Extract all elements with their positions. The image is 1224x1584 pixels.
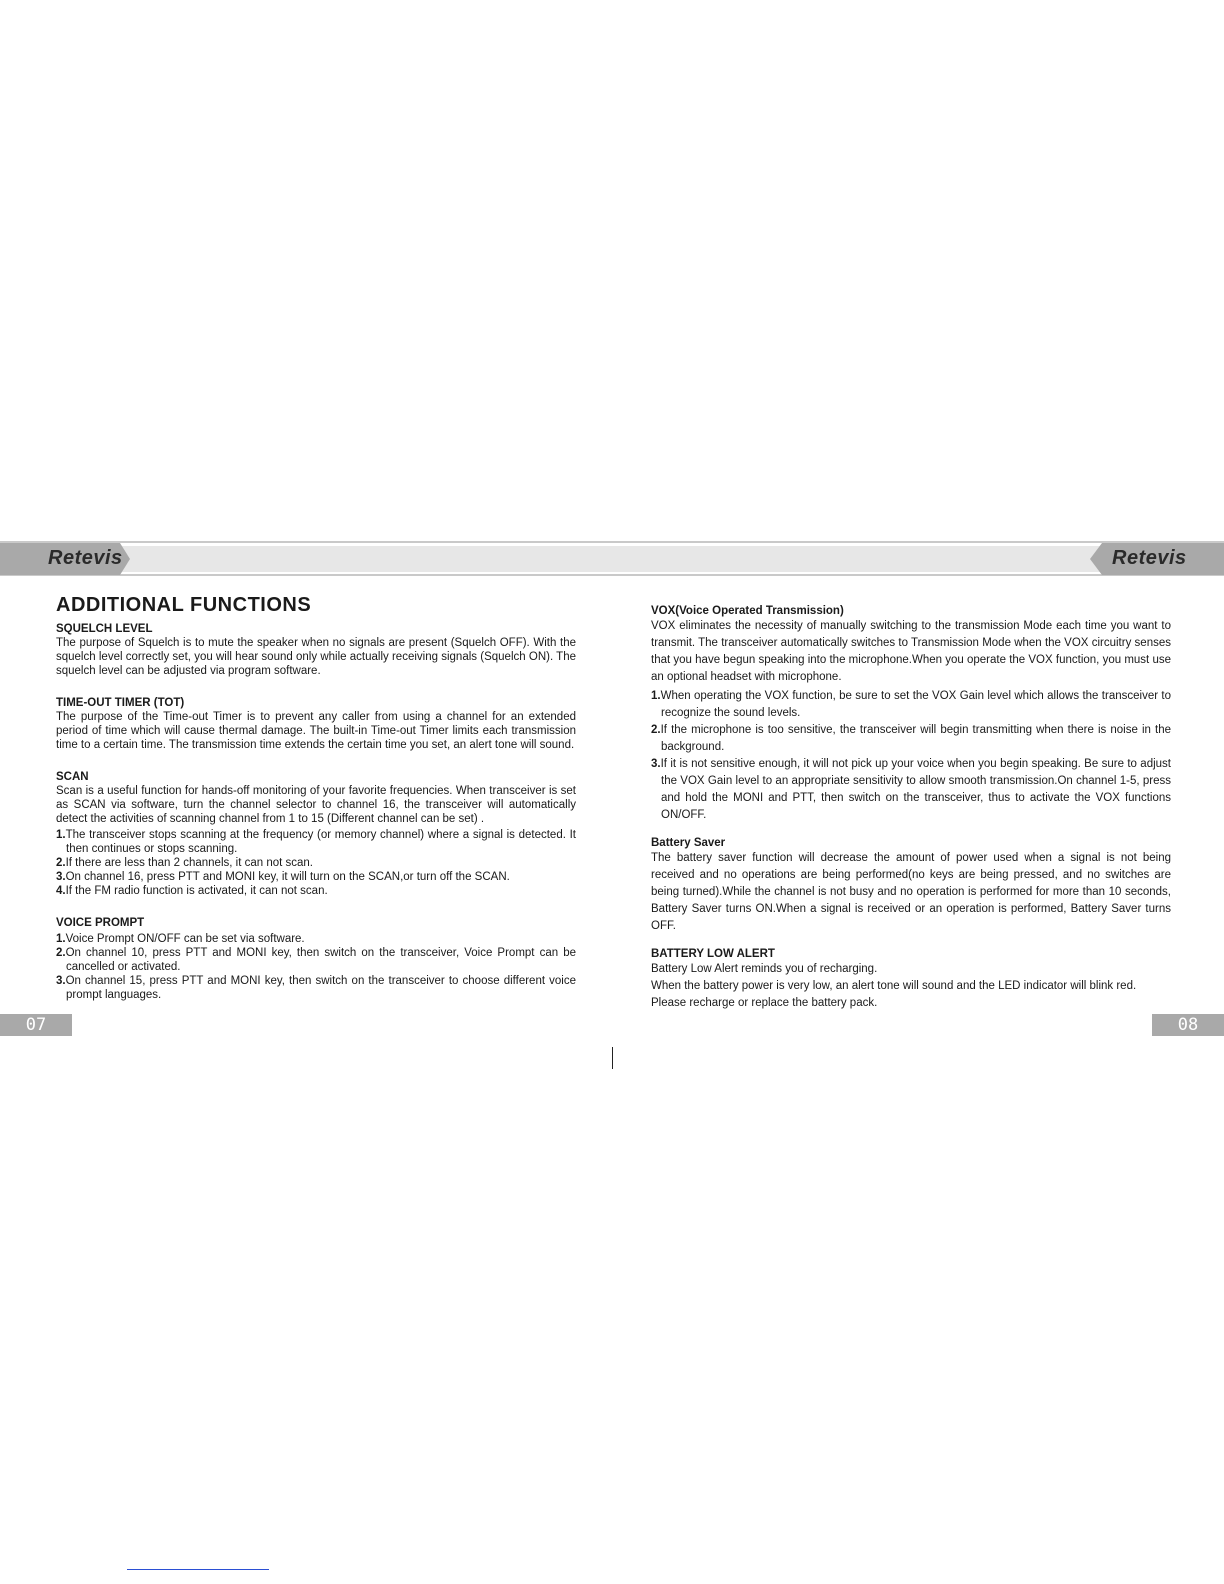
section-body: The purpose of the Time-out Timer is to prevent any caller from using a channel for an extended period of time which will cause thermal damage. The built-in Time-out Timer limits each transmission time to a certain time. The transmission time extends the certain time you set, an alert tone will sound. xyxy=(56,711,576,751)
list-item: 1.Voice Prompt ON/OFF can be set via software. xyxy=(56,933,305,945)
section-body: Scan is a useful function for hands-off monitoring of your favorite frequencies. When transceiver is set as SCAN via software, turn the channel selector to channel 16, the transceiver will automatically detect the activities of scanning channel from 1 to 15 (Different channel can be set) . xyxy=(56,785,576,825)
section-scan xyxy=(56,770,576,898)
list-item: 3.On channel 16, press PTT and MONI key, it will turn on the SCAN,or turn off the SCAN. xyxy=(56,871,510,883)
scan-list xyxy=(56,828,576,898)
section-heading: TIME-OUT TIMER (TOT) xyxy=(56,697,185,709)
list-item: 3.On channel 15, press PTT and MONI key, then switch on the transceiver to choose different voice prompt languages. xyxy=(56,975,576,1001)
list-item: 2.If the microphone is too sensitive, the transceiver will begin transmitting when there is noise in the background. xyxy=(651,724,1171,753)
brand-logo-right: Retevis xyxy=(1112,547,1187,569)
header-band xyxy=(0,546,1224,572)
section-heading: SCAN xyxy=(56,771,89,783)
section-tot xyxy=(56,696,576,752)
voice-prompt-list xyxy=(56,932,576,1002)
section-battery-low-alert xyxy=(651,947,1171,1012)
page-title: ADDITIONAL FUNCTIONS xyxy=(56,594,312,616)
header-top-rule xyxy=(0,541,1224,543)
section-body-line: Battery Low Alert reminds you of recharging. xyxy=(651,963,878,975)
vox-list xyxy=(651,688,1171,824)
list-item: 1.When operating the VOX function, be sure to set the VOX Gain level which allows the transceiver to recognize the sound levels. xyxy=(651,690,1171,719)
section-body: The battery saver function will decrease the amount of power used when a signal is not being received and no operations are being performed(no keys are being pressed, and no switches are being turned).While the channel is not busy and no operation is performed for more than 10 seconds, Battery Saver turns ON.When a signal is received or an operation is performed, Battery Saver turns OFF. xyxy=(651,852,1171,932)
list-item: 2.If there are less than 2 channels, it can not scan. xyxy=(56,857,313,869)
section-battery-saver xyxy=(651,836,1171,935)
list-item: 4.If the FM radio function is activated, it can not scan. xyxy=(56,885,328,897)
section-heading: BATTERY LOW ALERT xyxy=(651,948,775,960)
list-item: 3.If it is not sensitive enough, it will not pick up your voice when you begin speaking. Be sure to adjust the VOX Gain level to an appropriate sensitivity to allow smooth transmission.On channel 1-5, press and hold the MONI and PTT, then switch on the transceiver, thus to activate the VOX functions ON/OFF. xyxy=(651,758,1171,821)
section-body-line: Please recharge or replace the battery pack. xyxy=(651,997,878,1009)
right-page-column xyxy=(651,604,1171,1024)
section-body-line: When the battery power is very low, an alert tone will sound and the LED indicator will blink red. xyxy=(651,980,1137,992)
section-squelch xyxy=(56,622,576,678)
blue-rule xyxy=(127,1569,269,1570)
section-heading: VOX(Voice Operated Transmission) xyxy=(651,605,844,617)
page-fold-mark xyxy=(612,1047,613,1069)
list-item: 1.The transceiver stops scanning at the frequency (or memory channel) where a signal is detected. It then continues or stops scanning. xyxy=(56,829,576,855)
brand-logo-left: Retevis xyxy=(48,547,123,569)
page-number-right: 08 xyxy=(1152,1014,1224,1036)
section-heading: Battery Saver xyxy=(651,837,726,849)
list-item: 2.On channel 10, press PTT and MONI key, then switch on the transceiver, Voice Prompt can be cancelled or activated. xyxy=(56,947,576,973)
section-heading: VOICE PROMPT xyxy=(56,917,145,929)
page-number-left: 07 xyxy=(0,1014,72,1036)
section-voice-prompt xyxy=(56,916,576,1002)
section-vox xyxy=(651,604,1171,824)
section-heading: SQUELCH LEVEL xyxy=(56,623,153,635)
section-body: VOX eliminates the necessity of manually switching to the transmission Mode each time you want to transmit. The transceiver automatically switches to Transmission Mode when the VOX circuitry senses that you have begun speaking into the microphone.When you operate the VOX function, you must use an optional headset with microphone. xyxy=(651,620,1171,683)
header-bottom-rule xyxy=(0,574,1224,576)
section-body: The purpose of Squelch is to mute the speaker when no signals are present (Squelch OFF). With the squelch level correctly set, you will hear sound only while actually receiving signals (Squelch ON). The squelch level can be adjusted via program software. xyxy=(56,637,576,677)
left-page-column xyxy=(56,594,576,1020)
